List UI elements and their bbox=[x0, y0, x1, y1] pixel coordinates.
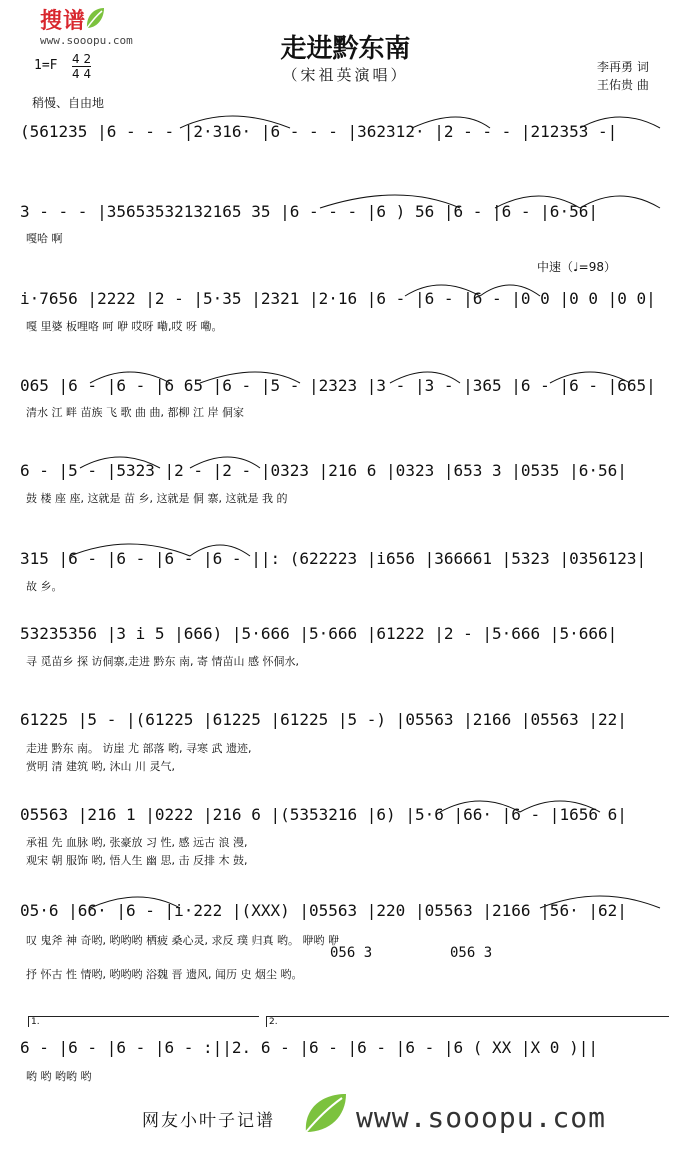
sub-notes-1: 056 3 bbox=[330, 945, 373, 961]
notation-row-5: 6 - |5 - |5323 |2 - |2 - |0323 |216 6 |0323 |653 3 |0535 |6·56| bbox=[20, 461, 627, 480]
leaf-icon bbox=[84, 6, 106, 30]
logo-text: 搜谱 bbox=[40, 9, 87, 34]
tempo-intro: 稍慢、自由地 bbox=[32, 96, 105, 110]
lyrics-row-9a: 承祖 先 血脉 哟, 张豪放 习 性, 感 远古 浪 漫, bbox=[26, 836, 248, 849]
notation-row-2: 3 - - - |35653532132165 35 |6 - - - |6 ) 56 |6 - |6 - |6·56| bbox=[20, 202, 598, 221]
notation-row-6: 315 |6 - |6 - |6 - |6 - ||: (622223 |i656 |366661 |5323 |0356123| bbox=[20, 549, 647, 568]
key-signature: 1=F bbox=[34, 58, 58, 73]
lyrics-row-4: 清水 江 畔 苗族 飞 歌 曲 曲, 都柳 江 岸 侗家 bbox=[26, 406, 244, 419]
notation-row-3: i·7656 |2222 |2 - |5·35 |2321 |2·16 |6 - |6 - |6 - |0 0 |0 0 |0 0| bbox=[20, 289, 656, 308]
volta-2: 2. bbox=[266, 1016, 669, 1027]
footer-leaf-icon bbox=[300, 1090, 350, 1136]
sub-notes-2: 056 3 bbox=[450, 945, 493, 961]
lyrics-row-10b: 抒 怀古 性 情哟, 哟哟哟 浴魏 晋 遗风, 闻历 史 烟尘 哟。 bbox=[26, 968, 303, 981]
lyrics-row-11: 哟 哟 哟哟 哟 bbox=[26, 1070, 92, 1083]
notation-row-8: 61225 |5 - |(61225 |61225 |61225 |5 -) |05563 |2166 |05563 |22| bbox=[20, 710, 627, 729]
song-subtitle: （宋祖英演唱） bbox=[282, 66, 409, 84]
lyrics-row-9b: 观宋 朝 服饰 哟, 悟人生 幽 思, 击 反排 木 鼓, bbox=[26, 854, 248, 867]
lyrics-row-2: 嘎哈 啊 bbox=[26, 232, 63, 245]
lyrics-row-3: 嘎 里婆 板哩咯 呵 咿 哎呀 嘞,哎 呀 嘞。 bbox=[26, 320, 223, 333]
song-title: 走进黔东南 bbox=[280, 34, 411, 64]
volta-1: 1. bbox=[28, 1016, 259, 1027]
notation-row-11: 6 - |6 - |6 - |6 - :||2. 6 - |6 - |6 - |6 - |6 ( XX |X 0 )|| bbox=[20, 1038, 598, 1057]
notation-row-4: 065 |6 - |6 - |6 65 |6 - |5 - |2323 |3 - |3 - |365 |6 - |6 - |665| bbox=[20, 376, 656, 395]
tempo-main: 中速（♩=98） bbox=[537, 260, 616, 274]
time-signature bbox=[72, 52, 91, 81]
lyrics-row-6: 故 乡。 bbox=[26, 580, 63, 593]
lyrics-row-5: 鼓 楼 座 座, 这就是 苗 乡, 这就是 侗 寨, 这就是 我 的 bbox=[26, 492, 288, 505]
footer-url[interactable]: www.sooopu.com bbox=[356, 1101, 607, 1134]
logo-url[interactable]: www.sooopu.com bbox=[40, 34, 133, 47]
lyrics-row-8a: 走进 黔东 南。 访崖 尤 部落 哟, 寻寒 武 遗迹, bbox=[26, 742, 252, 755]
meter-bottom: 4 4 bbox=[72, 67, 92, 81]
lyrics-row-8b: 赏明 清 建筑 哟, 沐山 川 灵气, bbox=[26, 760, 175, 773]
meter-top: 4 2 bbox=[72, 52, 92, 66]
composer: 王佑贵 曲 bbox=[597, 78, 649, 92]
lyrics-row-10a: 叹 鬼斧 神 奇哟, 哟哟哟 栖疲 桑心灵, 求反 璞 归真 哟。 咿哟 咿 bbox=[26, 934, 339, 947]
footer-credit: 网友小叶子记谱 bbox=[142, 1111, 275, 1131]
notation-row-7: 53235356 |3 i 5 |666) |5·666 |5·666 |61222 |2 - |5·666 |5·666| bbox=[20, 624, 618, 643]
notation-row-1: (561235 |6 - - - |2·316· |6 - - - |362312· |2 - - - |212353 -| bbox=[20, 122, 618, 141]
notation-row-10: 05·6 |66· |6 - |i·222 |(XXX) |05563 |220 |05563 |2166 |56· |62| bbox=[20, 901, 627, 920]
lyricist: 李再勇 词 bbox=[597, 60, 649, 74]
lyrics-row-7: 寻 觅苗乡 探 访侗寨,走进 黔东 南, 寄 情苗山 感 怀侗水, bbox=[26, 655, 299, 668]
notation-row-9: 05563 |216 1 |0222 |216 6 |(5353216 |6) |5·6 |66· |6 - |1656 6| bbox=[20, 805, 627, 824]
